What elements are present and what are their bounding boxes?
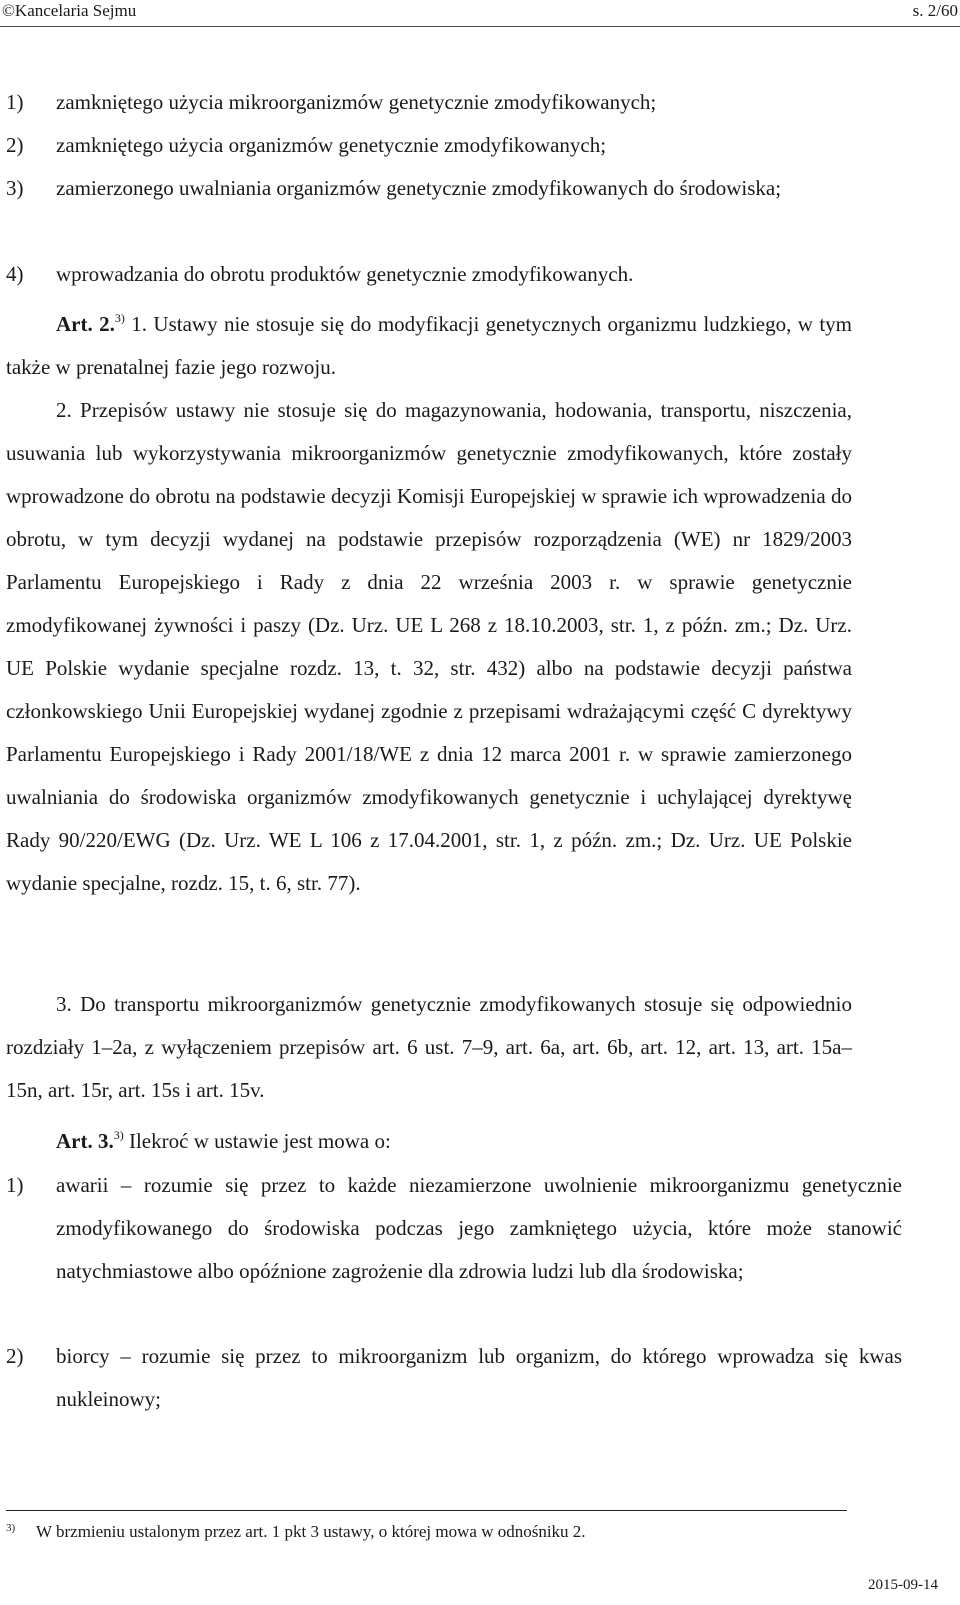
page-header — [0, 0, 960, 27]
art2-paragraph-1: Art. 2.$^{3)}$ 1. Ustawy nie stosuje się do modyfikacji genetycznych organizmu ludzkiego, w tym także w prenatalnej fazie jego rozwoju. — [6, 311, 852, 379]
art3-footnote-ref: 3) — [113, 1128, 124, 1142]
definition-item: 1) awarii – rozumie się przez to każde niezamierzone uwolnienie mikroorganizmu genetycznie zmodyfikowanego do środowiska podczas jego zamkniętego użycia, które może stanowić natychmiastowe albo opóźnione zagrożenie dla zdrowia ludzi lub dla środowiska; — [6, 1173, 902, 1283]
art2-label: Art. 2. — [56, 312, 115, 336]
art3-intro: Art. 3.$^{3)}$ Ilekroć w ustawie jest mowa o: — [56, 1128, 391, 1153]
footnote-separator — [6, 1510, 847, 1511]
footnote-text: W brzmieniu ustalonym przez art. 1 pkt 3 ustawy, o której mowa w odnośniku 2. — [36, 1522, 586, 1541]
footnote-mark: 3) — [6, 1522, 16, 1534]
document-date: 2015-09-14 — [868, 1577, 938, 1593]
list-item: 1) zamkniętego użycia mikroorganizmów genetycznie zmodyfikowanych; — [6, 90, 657, 114]
list-item: 2) zamkniętego użycia organizmów genetycznie zmodyfikowanych; — [6, 133, 607, 157]
copyright-label: ©Kancelaria Sejmu — [2, 1, 137, 20]
art2-paragraph-2: 2. Przepisów ustawy nie stosuje się do magazynowania, hodowania, transportu, niszczenia, usuwania lub wykorzystywania mikroorganizmów genetycznie zmodyfikowanych, które zostały wprowadzone do obrotu na podstawie decyzji Komisji Europejskiej w sprawie ich wprowadzenia do obrotu, w tym decyzji wydanej na podstawie przepisów rozporządzenia (WE) nr 1829/2003 Parlamentu Europejskiego i Rady z dnia 22 września 2003 r. w sprawie genetycznie zmodyfikowanej żywności i paszy (Dz. Urz. UE L 268 z 18.10.2003, str. 1, z późn. zm.; Dz. Urz. UE Polskie wydanie specjalne rozdz. 13, t. 32, str. 432) albo na podstawie decyzji państwa członkowskiego Unii Europejskiej wydanej zgodnie z przepisami wdrażającymi część C dyrektywy Parlamentu Europejskiego i Rady 2001/18/WE z dnia 12 marca 2001 r. w sprawie zamierzonego uwalniania do środowiska organizmów zmodyfikowanych genetycznie i uchylającej dyrektywę Rady 90/220/EWG (Dz. Urz. WE L 106 z 17.04.2001, str. 1, z późn. zm.; Dz. Urz. UE Polskie wydanie specjalne, rozdz. 15, t. 6, str. 77). — [6, 398, 852, 895]
page-number: s. 2/60 — [912, 1, 958, 20]
art2-footnote-ref: 3) — [114, 311, 125, 325]
definition-item: 2) biorcy – rozumie się przez to mikroorganizm lub organizm, do którego wprowadza się kwas nukleinowy; — [6, 1344, 902, 1411]
art3-label: Art. 3. — [56, 1129, 114, 1153]
art2-paragraph-3: 3. Do transportu mikroorganizmów genetycznie zmodyfikowanych stosuje się odpowiednio rozdziały 1–2a, z wyłączeniem przepisów art. 6 ust. 7–9, art. 6a, art. 6b, art. 12, art. 13, art. 15a–15n, art. 15r, art. 15s i art. 15v. — [6, 992, 852, 1102]
list-item: 3) zamierzonego uwalniania organizmów genetycznie zmodyfikowanych do środowiska; — [6, 176, 782, 200]
list-item: 4) wprowadzania do obrotu produktów genetycznie zmodyfikowanych. — [6, 262, 634, 286]
